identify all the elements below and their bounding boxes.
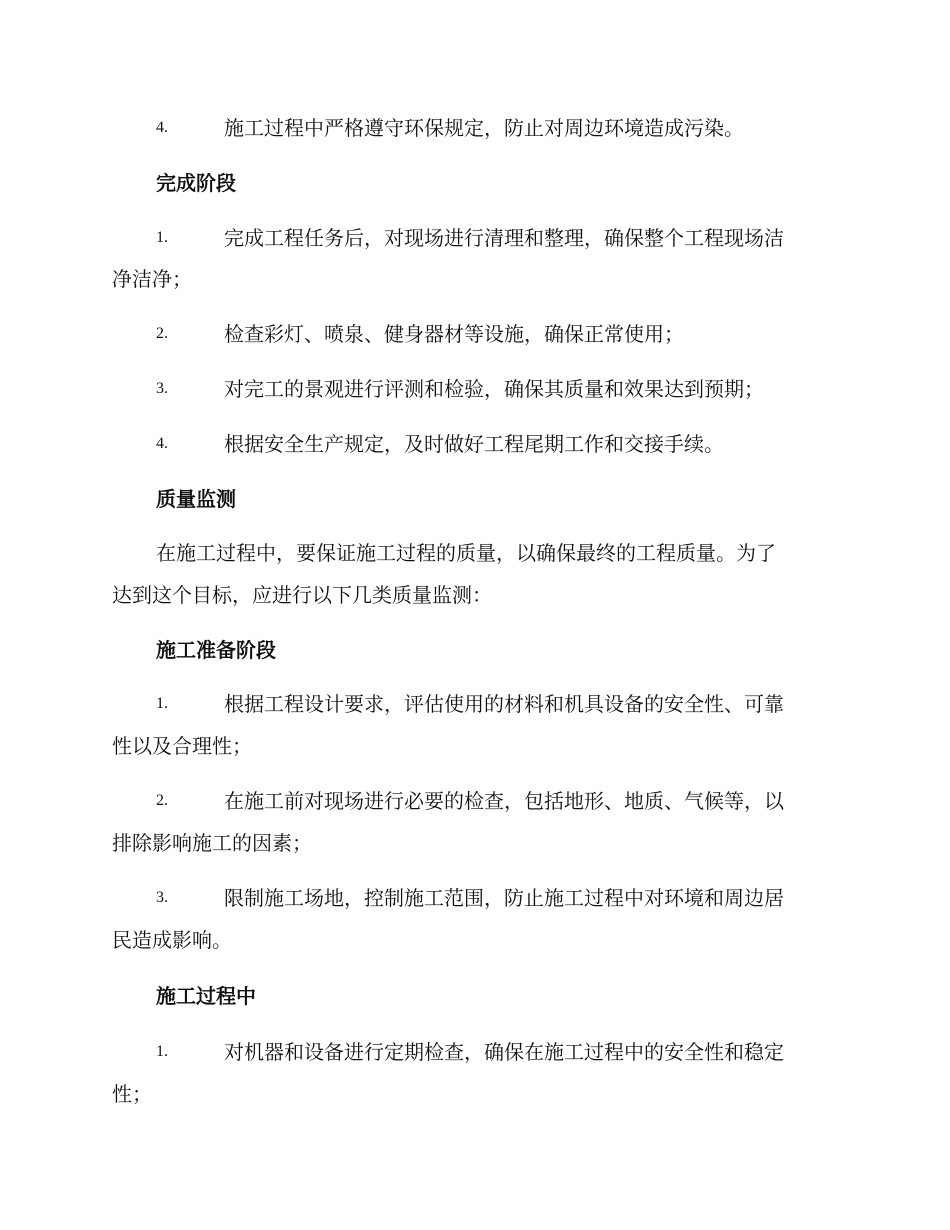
list-item: [0, 374, 950, 404]
list-number: 1.: [156, 1043, 168, 1060]
list-item: [0, 319, 950, 349]
list-number: 2.: [156, 325, 168, 342]
list-item-text-continued: 排除影响施工的因素；: [112, 831, 312, 855]
list-item-text-continued: 民造成影响。: [112, 928, 232, 952]
list-item-text: 根据安全生产规定，及时做好工程尾期工作和交接手续。: [224, 432, 724, 456]
list-item: [0, 689, 950, 719]
list-item: [0, 883, 950, 913]
list-item-text: 施工过程中严格遵守环保规定，防止对周边环境造成污染。: [224, 116, 744, 140]
list-number: 1.: [156, 695, 168, 712]
list-number: 2.: [156, 792, 168, 809]
list-item: [0, 429, 950, 459]
list-item-text: 检查彩灯、喷泉、健身器材等设施，确保正常使用；: [224, 322, 684, 346]
list-number: 1.: [156, 229, 168, 246]
section-heading: 施工准备阶段: [156, 638, 276, 662]
list-item-text-continued: 性；: [112, 1082, 152, 1106]
list-item-text: 限制施工场地，控制施工范围，防止施工过程中对环境和周边居: [224, 886, 784, 910]
section-heading: 施工过程中: [156, 984, 256, 1008]
list-item: [0, 786, 950, 816]
list-number: 3.: [156, 380, 168, 397]
section-heading: 质量监测: [156, 487, 236, 511]
paragraph-line: 达到这个目标，应进行以下几类质量监测：: [112, 583, 492, 607]
list-item: [0, 223, 950, 253]
list-item: [0, 1037, 950, 1067]
list-item-text-continued: 净洁净；: [112, 267, 192, 291]
list-item-text: 完成工程任务后，对现场进行清理和整理，确保整个工程现场洁: [224, 226, 784, 250]
list-item-text: 根据工程设计要求，评估使用的材料和机具设备的安全性、可靠: [224, 692, 784, 716]
list-item-text-continued: 性以及合理性；: [112, 734, 252, 758]
list-item-text: 在施工前对现场进行必要的检查，包括地形、地质、气候等，以: [224, 789, 784, 813]
list-item: [0, 113, 950, 143]
section-heading: 完成阶段: [156, 171, 236, 195]
list-item-text: 对完工的景观进行评测和检验，确保其质量和效果达到预期；: [224, 377, 764, 401]
list-number: 4.: [156, 119, 168, 136]
list-number: 3.: [156, 889, 168, 906]
list-number: 4.: [156, 435, 168, 452]
paragraph-line: 在施工过程中，要保证施工过程的质量，以确保最终的工程质量。为了: [156, 541, 776, 565]
list-item-text: 对机器和设备进行定期检查，确保在施工过程中的安全性和稳定: [224, 1040, 784, 1064]
